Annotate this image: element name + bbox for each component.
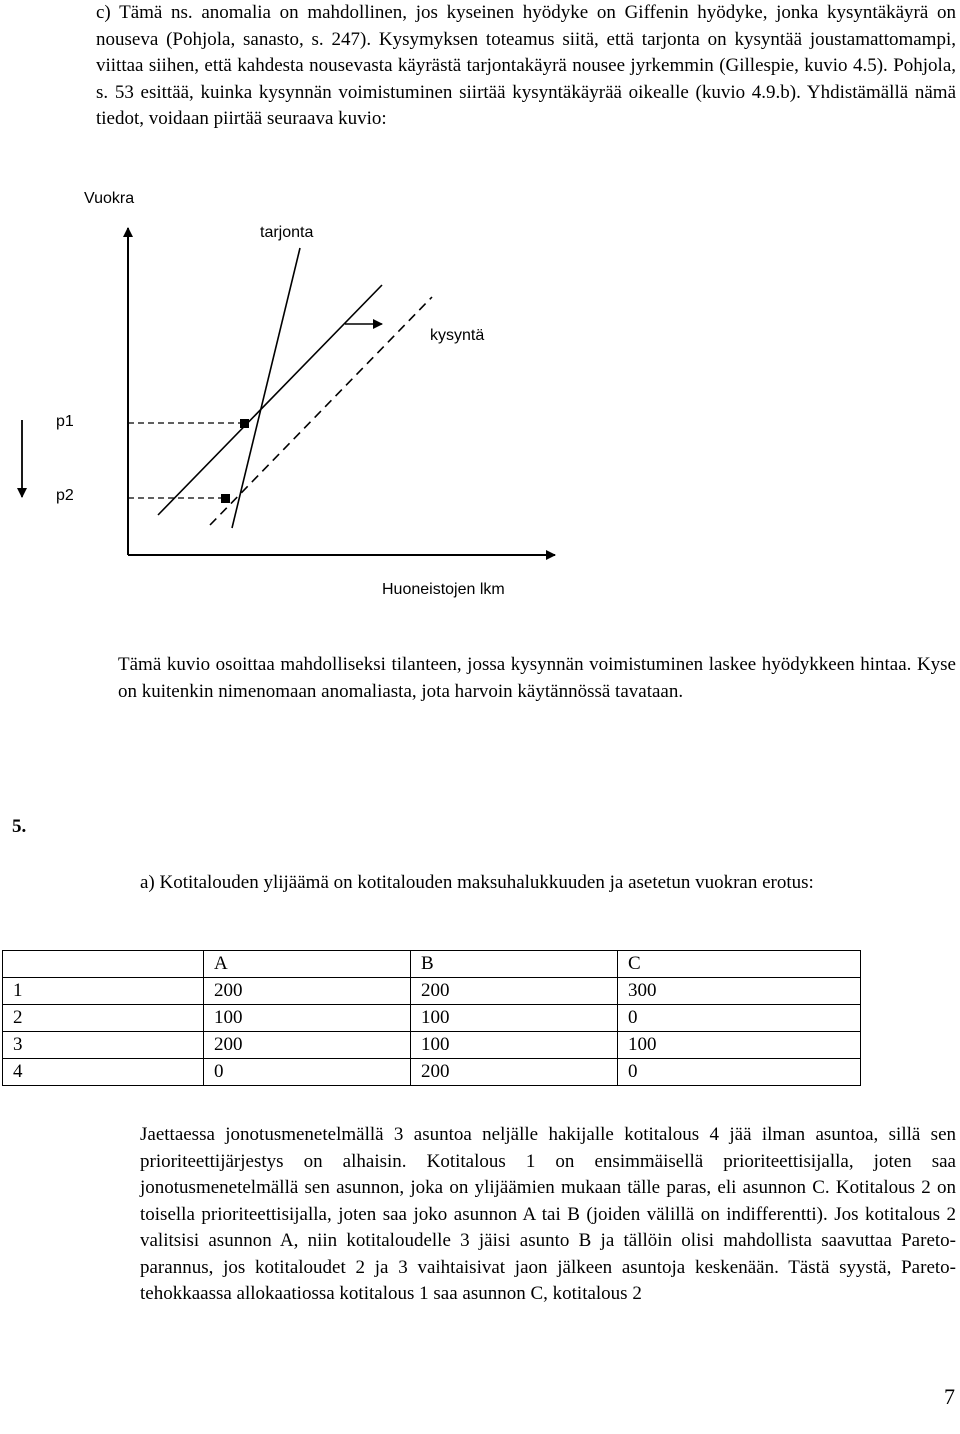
table-header-cell: C [618, 951, 861, 978]
intro-paragraph: c) Tämä ns. anomalia on mahdollinen, jos kyseinen hyödyke on Giffenin hyödyke, jonka kysyntäkäyrä on nouseva (Pohjola, sanasto, s. 247). Kysymyksen toteamus siitä, että tarjonta on kysyntää joustamattomampi, viittaa siihen, että kahdesta nousevasta käyrästä tarjontakäyrä nousee jyrkemmin (Gillespie, kuvio 4.5). Pohjola, s. 53 esittää, kuinka kysynnän voimistuminen siirtää kysyntäkäyrää oikealle (kuvio 4.9.b). Yhdistämällä nämä tiedot, voidaan piirtää seuraava kuvio: [96, 2, 956, 129]
surplus-table [2, 950, 861, 1086]
table-cell: 300 [618, 978, 861, 1005]
table-cell: 100 [411, 1032, 618, 1059]
table-header-row [3, 951, 861, 978]
equilibrium-point-1 [240, 419, 249, 428]
allocation-paragraph: Jaettaessa jonotusmenetelmällä 3 asuntoa neljälle hakijalle kotitalous 4 jää ilman asuntoa, sillä sen prioriteettijärjestys on alhaisin. Kotitalous 1 on ensimmäisellä prioriteettisijalla, joten saa jonotusmenetelmällä sen asunnon, joka on ylijäämien mukaan tälle paras, eli asunnon C. Kotitalous 2 on toisella prioriteettisijalla, joten saa joko asunnon A tai B (joiden välillä on indifferentti). Jos kotitalous 2 valitsisi asunnon A, niin kotitaloudelle 3 jäisi asunto B ja tällöin olisi mahdollista saavuttaa Pareto-parannus, jos kotitaloudet 2 ja 3 vaihtaisivat jaon jälkeen asuntoja keskenään. Tästä syystä, Pareto-tehokkaassa allokaatiossa kotitalous 1 saa asunnon C, kotitalous 2 [140, 1124, 956, 1304]
demand-label: kysyntä [430, 327, 485, 344]
table-header-cell: A [204, 951, 411, 978]
supply-label: tarjonta [260, 224, 314, 241]
table-cell: 200 [411, 978, 618, 1005]
table-header-cell: B [411, 951, 618, 978]
table-cell: 100 [204, 1005, 411, 1032]
price-2-label: p2 [56, 487, 74, 504]
table-cell: 1 [3, 978, 204, 1005]
page-number: 7 [944, 1384, 955, 1409]
item-a-text: a) Kotitalouden ylijäämä on kotitalouden maksuhalukkuuden ja asetetun vuokran erotus: [140, 872, 814, 893]
table-cell: 0 [618, 1059, 861, 1086]
demand-curve-original [158, 285, 382, 515]
demand-curve-shifted [210, 297, 432, 525]
y-axis-label: Vuokra [84, 190, 135, 207]
table-header-cell [3, 951, 204, 978]
table-cell: 2 [3, 1005, 204, 1032]
table-cell: 200 [204, 978, 411, 1005]
table-row [3, 1005, 861, 1032]
table-row [3, 1059, 861, 1086]
x-axis-label: Huoneistojen lkm [382, 581, 505, 598]
table-cell: 200 [204, 1032, 411, 1059]
table-cell: 4 [3, 1059, 204, 1086]
figure-caption: Tämä kuvio osoittaa mahdolliseksi tilanteen, jossa kysynnän voimistuminen laskee hyödykkeen hintaa. Kyse on kuitenkin nimenomaan anomaliasta, jota harvoin käytännössä tavataan. [118, 654, 956, 702]
section-number: 5. [12, 816, 27, 837]
table-row [3, 1032, 861, 1059]
supply-curve [232, 248, 300, 528]
table-cell: 0 [204, 1059, 411, 1086]
price-1-label: p1 [56, 413, 74, 430]
table-cell: 200 [411, 1059, 618, 1086]
table-row [3, 978, 861, 1005]
supply-demand-figure [0, 170, 960, 610]
table-cell: 3 [3, 1032, 204, 1059]
table-cell: 100 [411, 1005, 618, 1032]
table-cell: 0 [618, 1005, 861, 1032]
table-cell: 100 [618, 1032, 861, 1059]
equilibrium-point-2 [221, 494, 230, 503]
